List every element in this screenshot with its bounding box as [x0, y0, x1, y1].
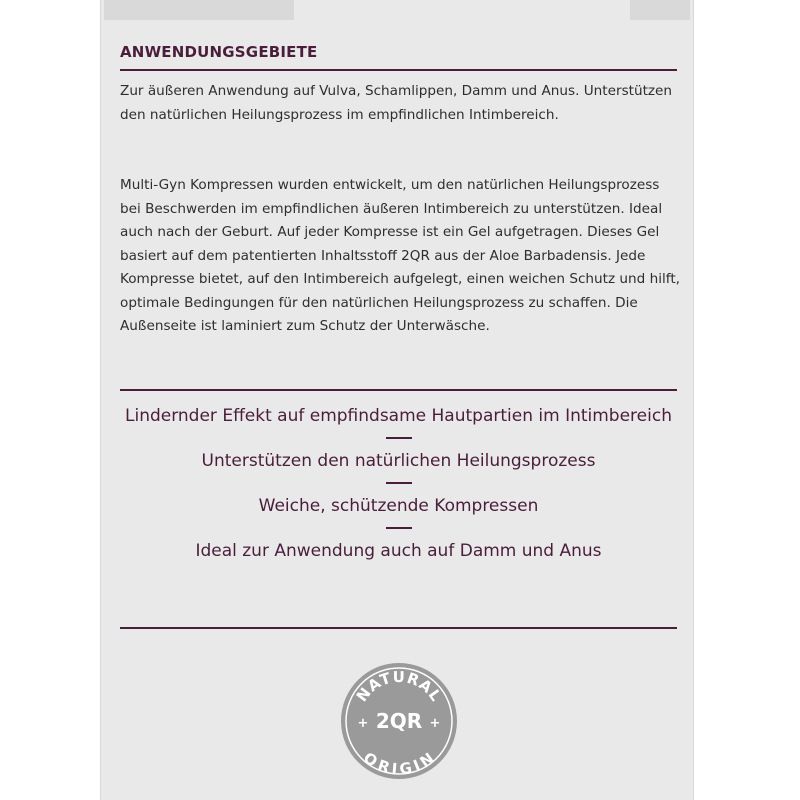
claim-item: Lindernder Effekt auf empfindsame Hautpartien im Intimbereich — [125, 406, 672, 426]
plus-icon: + — [357, 716, 369, 731]
claim-item: Ideal zur Anwendung auch auf Damm und Anus — [195, 541, 602, 561]
section-heading: ANWENDUNGSGEBIETE — [120, 43, 318, 61]
package-flap-right — [630, 0, 690, 20]
description-paragraph: Multi-Gyn Kompressen wurden entwickelt, um den natürlichen Heilungsprozess bei Beschwerden im empfindlichen äußeren Intimbereich zu unterstützen. Ideal auch nach der Geburt. Auf jeder Kompresse ist ein Gel aufgetragen. Dieses Gel basiert auf dem patentierten Inhaltsstoff 2QR aus der Aloe Barbadensis. Jede Kompresse bietet, auf den Intimbereich aufgelegt, einen weichen Schutz und hilft, optimale Bedingungen für den natürlichen Heilungsprozess zu schaffen. Die Außenseite ist laminiert zum Schutz der Unterwäsche. — [120, 177, 680, 334]
claims-bottom-divider — [120, 627, 677, 629]
heading-divider — [120, 69, 677, 71]
usage-paragraph: Zur äußeren Anwendung auf Vulva, Schamlippen, Damm und Anus. Unterstützen den natürlichen Heilungsprozess im empfindlichen Intimbereich. — [120, 83, 673, 123]
claims-top-divider — [120, 389, 677, 391]
claim-separator — [386, 482, 412, 484]
claim-separator — [386, 527, 412, 529]
package-flap-left — [104, 0, 294, 20]
claim-item: Weiche, schützende Kompressen — [258, 496, 539, 516]
badge-bottom-text: ORIGIN — [359, 748, 439, 779]
claim-item: Unterstützen den natürlichen Heilungsprozess — [201, 451, 596, 471]
badge-center-text: 2QR — [375, 709, 423, 733]
claim-separator — [386, 437, 412, 439]
plus-icon: + — [429, 716, 441, 731]
natural-origin-badge — [340, 662, 458, 780]
claims-list — [120, 404, 677, 563]
badge-top-text: NATURAL — [352, 667, 446, 706]
